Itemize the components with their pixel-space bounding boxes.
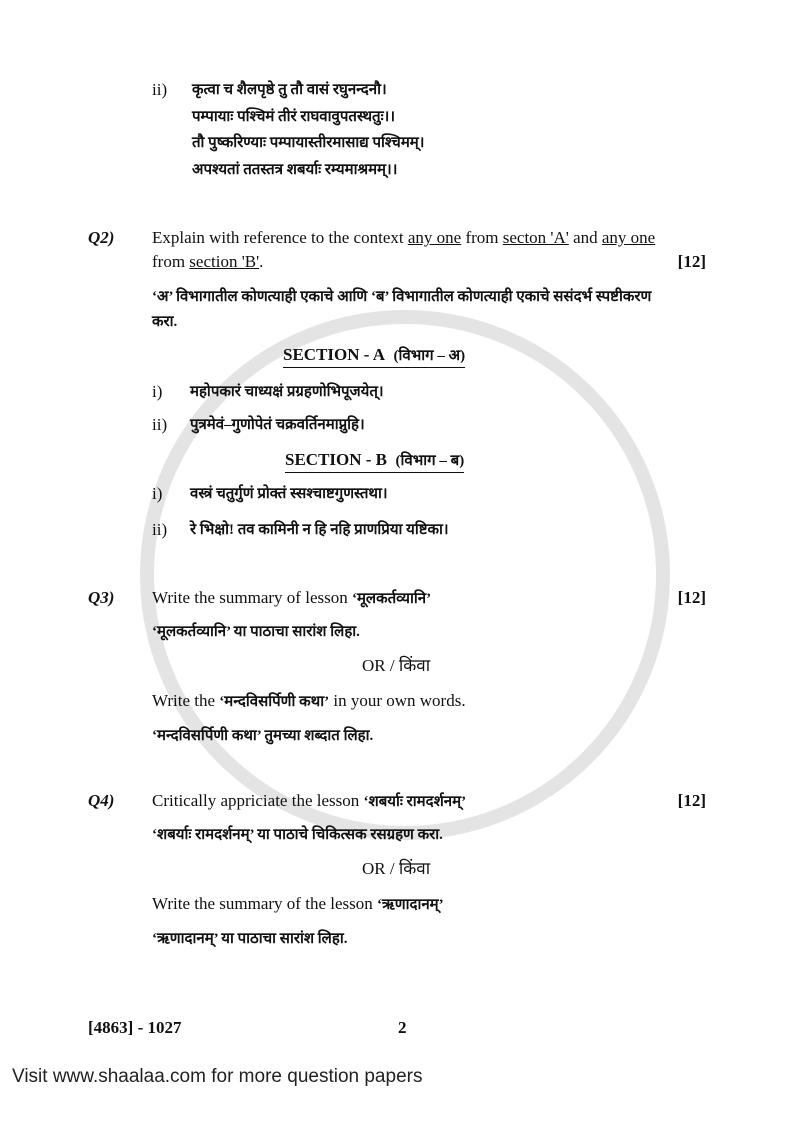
shaalaa-banner-link[interactable]: Visit www.shaalaa.com for more question papers (12, 1066, 423, 1087)
marathi-text: ‘मूलकर्तव्यानि’ या पाठाचा सारांश लिहा. (152, 624, 360, 640)
question-text: Critically appriciate the lesson ‘शबर्याः रामदर्शनम्’ (152, 791, 467, 810)
verse-line: पुत्रमेवं–गुणोपेतं चक्रवर्तिनमाप्नुहि। (190, 417, 365, 433)
question-label: Q2) (88, 228, 115, 247)
question-label: Q4) (88, 791, 115, 810)
item-number: i) (152, 484, 163, 503)
marathi-text: ‘अ’ विभागातील कोणत्याही एकाचे आणि ‘ब’ विभागातील कोणत्याही एकाचे ससंदर्भ स्पष्टीकरण (152, 289, 652, 305)
question-text: Write the summary of lesson ‘मूलकर्तव्यानि’ (152, 588, 432, 607)
section-b-heading: SECTION - B (विभाग – ब) (285, 450, 464, 473)
verse-line: पम्पायाः पश्चिमं तीरं राघवावुपतस्थतुः।। (192, 109, 396, 125)
paper-code: [4863] - 1027 (88, 1018, 182, 1037)
question-text: from section 'B'. (152, 252, 264, 271)
marathi-text: करा. (152, 314, 178, 330)
verse-line: महोपकारं चाध्यक्षं प्रग्रहणोभिपूजयेत्। (190, 384, 384, 400)
item-number: i) (152, 382, 163, 401)
verse-line: रे भिक्षो! तव कामिनी न हि नहि प्राणप्रिया यष्टिका। (190, 522, 449, 538)
verse-line: अपश्यतां ततस्तत्र शबर्याः रम्यमाश्रमम्।। (192, 162, 398, 178)
section-a-heading: SECTION - A (विभाग – अ) (283, 345, 465, 368)
page-number: 2 (398, 1018, 407, 1037)
marathi-text: ‘शबर्याः रामदर्शनम्’ या पाठाचे चिकित्सक रसग्रहण करा. (152, 827, 443, 843)
item-number: ii) (152, 415, 168, 434)
item-number: ii) (152, 80, 168, 99)
question-text: Explain with reference to the context any one from secton 'A' and any one (152, 228, 656, 247)
or-separator: OR / किंवा (362, 656, 431, 675)
question-text: Write the ‘मन्दविसर्पिणी कथा’ in your own words. (152, 691, 466, 710)
verse-line: वस्त्रं चतुर्गुणं प्रोक्तं स्सश्चाष्टगुणस्तथा। (190, 486, 388, 502)
marathi-text: ‘मन्दविसर्पिणी कथा’ तुमच्या शब्दात लिहा. (152, 728, 374, 744)
marks: [12] (677, 791, 706, 810)
verse-line: तौ पुष्करिण्याः पम्पायास्तीरमासाद्य पश्चिमम्। (192, 135, 425, 151)
question-text: Write the summary of the lesson ‘ऋणादानम्’ (152, 894, 444, 913)
marks: [12] (677, 588, 706, 607)
verse-line: कृत्वा च शैलपृष्ठे तु तौ वासं रघुनन्दनौ। (192, 82, 387, 98)
marks: [12] (677, 252, 706, 271)
marathi-text: ‘ऋणादानम्’ या पाठाचा सारांश लिहा. (152, 931, 348, 947)
item-number: ii) (152, 520, 168, 539)
or-separator: OR / किंवा (362, 859, 431, 878)
question-label: Q3) (88, 588, 115, 607)
